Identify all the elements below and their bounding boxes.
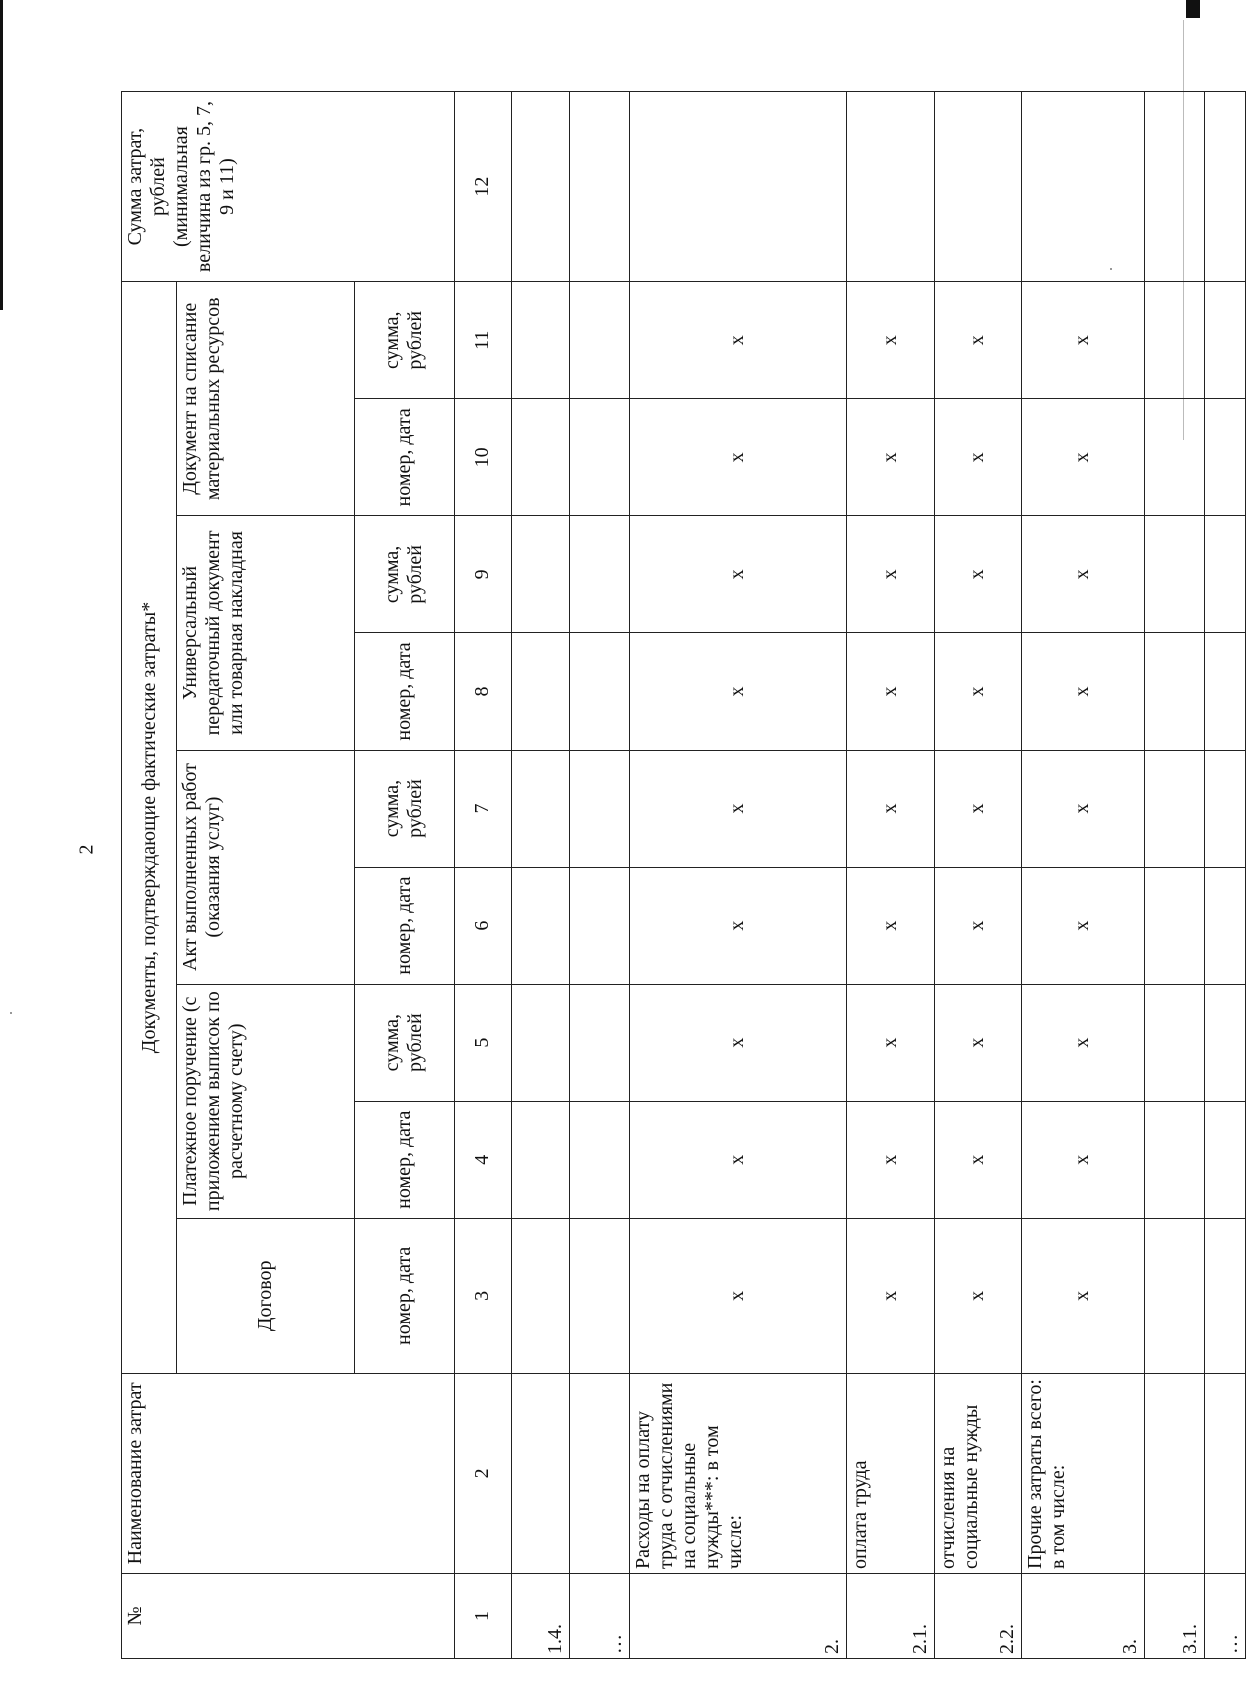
- cross-mark-cell: х: [1022, 516, 1145, 633]
- scan-artifact-corner: [1186, 0, 1200, 18]
- col-number-cell: 8: [454, 633, 512, 750]
- table-row: [512, 92, 570, 1659]
- cross-mark-cell: х: [629, 750, 847, 867]
- empty-cell: [512, 750, 570, 867]
- col-number-cell: 9: [454, 516, 512, 633]
- cross-mark-cell: х: [629, 1218, 847, 1373]
- cross-mark-cell: х: [847, 984, 935, 1101]
- empty-cell: [569, 1218, 629, 1373]
- empty-cell: [1144, 633, 1204, 750]
- col-number-cell: 11: [454, 282, 512, 399]
- header-col-name: Наименование затрат: [122, 1373, 455, 1573]
- row-number: 3.1.: [1144, 1573, 1204, 1658]
- empty-cell: [1204, 867, 1245, 984]
- cross-mark-cell: х: [1022, 633, 1145, 750]
- empty-cell: [1204, 1101, 1245, 1218]
- empty-cell: [512, 633, 570, 750]
- expense-name: [569, 1373, 629, 1573]
- header-group-docs: Документы, подтверждающие фактические затраты*: [122, 282, 177, 1374]
- empty-cell: [512, 1218, 570, 1373]
- header-spisanie: Документ на списание материальных ресурсов: [177, 282, 355, 516]
- cross-mark-cell: х: [629, 282, 847, 399]
- table-row: [629, 92, 847, 1659]
- col-number-cell: 6: [454, 867, 512, 984]
- row-number: 3.: [1022, 1573, 1145, 1658]
- col-number-cell: 7: [454, 750, 512, 867]
- col-number-cell: 5: [454, 984, 512, 1101]
- col-number-cell: 12: [454, 92, 512, 282]
- rotated-table-container: [121, 91, 1246, 1659]
- empty-cell: [569, 1101, 629, 1218]
- empty-cell: [1204, 516, 1245, 633]
- cross-mark-cell: х: [934, 399, 1022, 516]
- empty-cell: [1144, 867, 1204, 984]
- cross-mark-cell: х: [629, 399, 847, 516]
- expense-name: [512, 1373, 570, 1573]
- cross-mark-cell: х: [629, 1101, 847, 1218]
- summa-cell: [934, 92, 1022, 282]
- cross-mark-cell: х: [934, 1101, 1022, 1218]
- cross-mark-cell: х: [934, 516, 1022, 633]
- sub-nomer-data: номер, дата: [354, 1218, 454, 1373]
- cross-mark-cell: х: [847, 750, 935, 867]
- sub-summa-rub: сумма, рублей: [354, 750, 454, 867]
- summa-cell: [1204, 92, 1245, 282]
- expense-name: оплата труда: [847, 1373, 935, 1573]
- row-number: 2.2.: [934, 1573, 1022, 1658]
- sub-nomer-data: номер, дата: [354, 1101, 454, 1218]
- cross-mark-cell: х: [847, 633, 935, 750]
- empty-cell: [512, 867, 570, 984]
- scan-speck: [10, 1012, 12, 1014]
- col-number-cell: 10: [454, 399, 512, 516]
- header-akt: Акт выполненных работ (оказания услуг): [177, 750, 355, 984]
- empty-cell: [512, 399, 570, 516]
- cross-mark-cell: х: [847, 1101, 935, 1218]
- summa-cell: [847, 92, 935, 282]
- empty-cell: [569, 750, 629, 867]
- expense-name: [1144, 1373, 1204, 1573]
- col-number-cell: 1: [454, 1573, 512, 1658]
- row-number: …: [569, 1573, 629, 1658]
- empty-cell: [569, 867, 629, 984]
- empty-cell: [1204, 633, 1245, 750]
- cross-mark-cell: х: [629, 984, 847, 1101]
- cross-mark-cell: х: [1022, 399, 1145, 516]
- cross-mark-cell: х: [847, 1218, 935, 1373]
- header-dogovor: Договор: [177, 1218, 355, 1373]
- cross-mark-cell: х: [629, 516, 847, 633]
- summa-cell: [629, 92, 847, 282]
- cross-mark-cell: х: [934, 282, 1022, 399]
- expense-name: [1204, 1373, 1245, 1573]
- cross-mark-cell: х: [847, 282, 935, 399]
- empty-cell: [512, 984, 570, 1101]
- header-platezh: Платежное поручение (с приложением выписок по расчетному счету): [177, 984, 355, 1218]
- empty-cell: [1144, 516, 1204, 633]
- column-number-row: [454, 92, 512, 1659]
- cross-mark-cell: х: [934, 750, 1022, 867]
- empty-cell: [1144, 1101, 1204, 1218]
- table-row: [1204, 92, 1245, 1659]
- cross-mark-cell: х: [1022, 1218, 1145, 1373]
- header-summa-zatrat: Сумма затрат, рублей (минимальная величина из гр. 5, 7, 9 и 11): [122, 92, 455, 282]
- empty-cell: [512, 1101, 570, 1218]
- empty-cell: [1144, 984, 1204, 1101]
- expense-name: отчисления на социальные нужды: [934, 1373, 1022, 1573]
- header-col-no: №: [122, 1573, 455, 1658]
- empty-cell: [1204, 984, 1245, 1101]
- summa-cell: [1144, 92, 1204, 282]
- cross-mark-cell: х: [934, 984, 1022, 1101]
- table-row: [1144, 92, 1204, 1659]
- table-body: [512, 92, 1246, 1659]
- sub-summa-rub: сумма, рублей: [354, 984, 454, 1101]
- empty-cell: [569, 633, 629, 750]
- sub-nomer-data: номер, дата: [354, 399, 454, 516]
- cross-mark-cell: х: [1022, 750, 1145, 867]
- empty-cell: [569, 399, 629, 516]
- row-number: 2.1.: [847, 1573, 935, 1658]
- cross-mark-cell: х: [1022, 1101, 1145, 1218]
- header-upd: Универсальный передаточный документ или товарная накладная: [177, 516, 355, 750]
- sub-nomer-data: номер, дата: [354, 633, 454, 750]
- sub-summa-rub: сумма, рублей: [354, 516, 454, 633]
- table-row: [569, 92, 629, 1659]
- cross-mark-cell: х: [847, 399, 935, 516]
- empty-cell: [1144, 282, 1204, 399]
- empty-cell: [1144, 399, 1204, 516]
- cross-mark-cell: х: [847, 516, 935, 633]
- empty-cell: [512, 282, 570, 399]
- table-row: [934, 92, 1022, 1659]
- empty-cell: [1144, 1218, 1204, 1373]
- empty-cell: [1144, 750, 1204, 867]
- row-number: …: [1204, 1573, 1245, 1658]
- summa-cell: [1022, 92, 1145, 282]
- scan-artifact-left: [0, 0, 3, 310]
- col-number-cell: 4: [454, 1101, 512, 1218]
- cross-mark-cell: х: [934, 867, 1022, 984]
- expense-name: Расходы на оплату труда с отчислениями на социальные нужды***: в том числе:: [629, 1373, 847, 1573]
- table-row: [847, 92, 935, 1659]
- cross-mark-cell: х: [847, 867, 935, 984]
- table-row: [1022, 92, 1145, 1659]
- cross-mark-cell: х: [934, 1218, 1022, 1373]
- cross-mark-cell: х: [934, 633, 1022, 750]
- cross-mark-cell: х: [1022, 282, 1145, 399]
- sub-summa-rub: сумма, рублей: [354, 282, 454, 399]
- expense-documents-table: [121, 91, 1246, 1659]
- cross-mark-cell: х: [629, 867, 847, 984]
- empty-cell: [569, 282, 629, 399]
- expense-name: Прочие затраты всего: в том числе:: [1022, 1373, 1145, 1573]
- page-number: 2: [75, 844, 98, 855]
- cross-mark-cell: х: [1022, 984, 1145, 1101]
- empty-cell: [1204, 750, 1245, 867]
- col-number-cell: 2: [454, 1373, 512, 1573]
- row-number: 2.: [629, 1573, 847, 1658]
- cross-mark-cell: х: [1022, 867, 1145, 984]
- cross-mark-cell: х: [629, 633, 847, 750]
- empty-cell: [1204, 282, 1245, 399]
- empty-cell: [569, 984, 629, 1101]
- summa-cell: [512, 92, 570, 282]
- col-number-cell: 3: [454, 1218, 512, 1373]
- sub-nomer-data: номер, дата: [354, 867, 454, 984]
- empty-cell: [512, 516, 570, 633]
- empty-cell: [1204, 399, 1245, 516]
- summa-cell: [569, 92, 629, 282]
- empty-cell: [569, 516, 629, 633]
- empty-cell: [1204, 1218, 1245, 1373]
- row-number: 1.4.: [512, 1573, 570, 1658]
